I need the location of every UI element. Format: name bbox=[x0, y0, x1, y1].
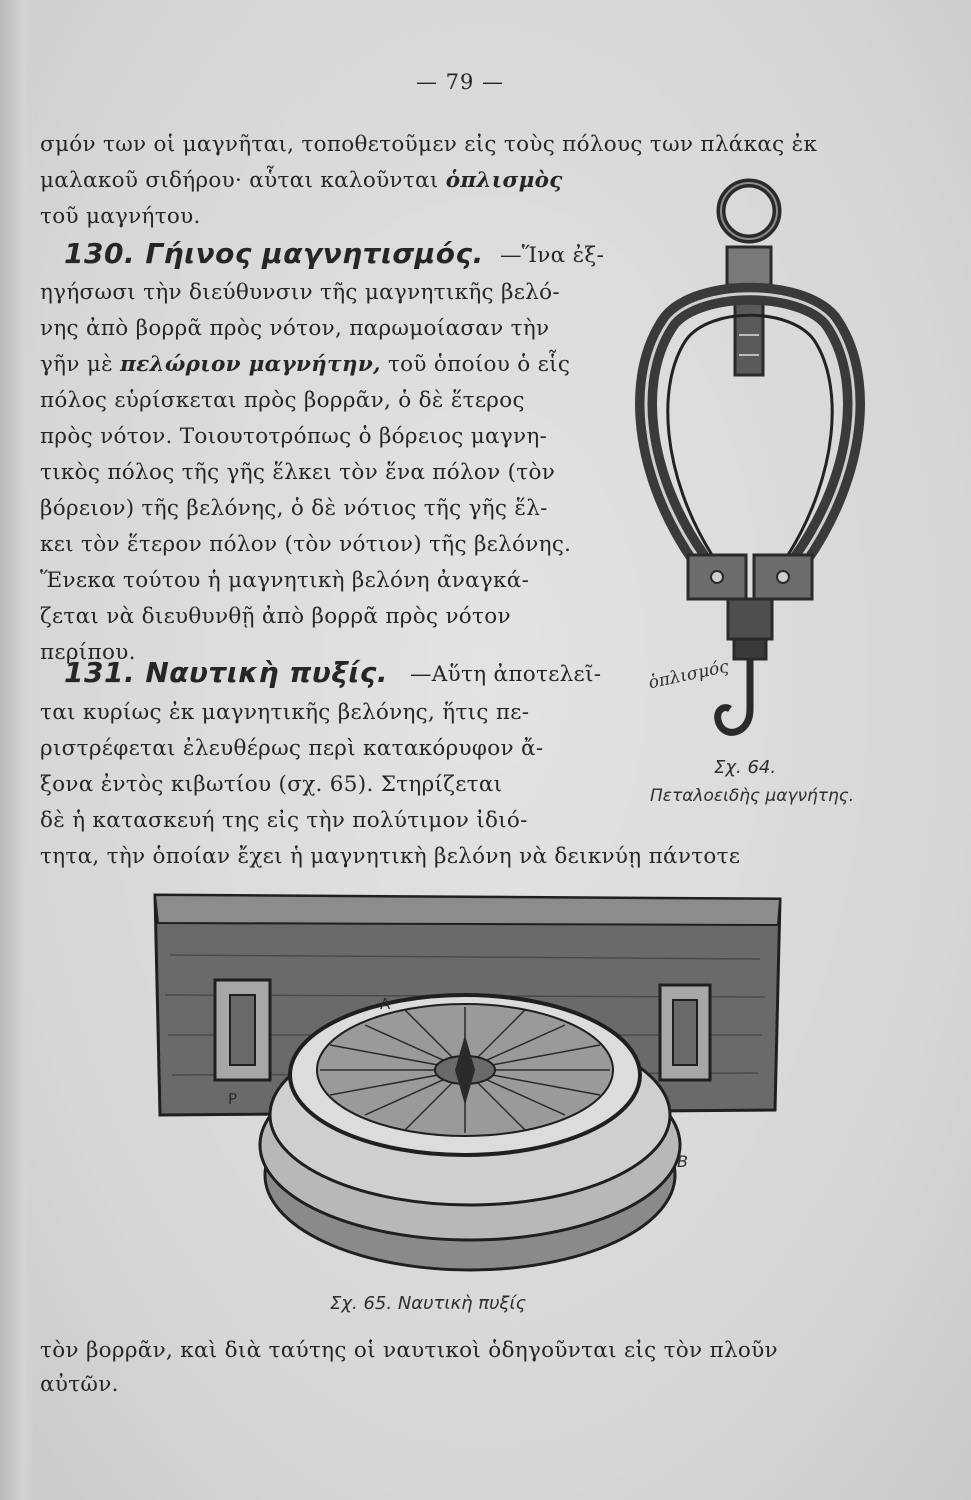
figure-64-handwritten-label: ὁπλισμός bbox=[646, 656, 731, 694]
section-131-heading: 131. Ναυτικὴ πυξίς. bbox=[64, 656, 389, 689]
text-line: ριστρέφεται ἐλευθέρως περὶ κατακόρυφον ἄ- bbox=[40, 736, 544, 761]
page-number: — 79 — bbox=[415, 70, 505, 94]
text-line: —Αὕτη ἀποτελεῖ- bbox=[410, 662, 602, 687]
text-line: ται κυρίως ἐκ μαγνητικῆς βελόνης, ἥτις πε- bbox=[40, 700, 530, 725]
text-line: πρὸς νότον. Τοιουτοτρόπως ὁ βόρειος μαγνη- bbox=[40, 424, 548, 449]
figure-65-nautical-compass bbox=[150, 885, 800, 1285]
text-line: αὐτῶν. bbox=[40, 1372, 119, 1397]
page-edge-shadow bbox=[0, 0, 34, 1500]
text-line: σμόν των οἱ μαγνῆται, τοποθετοῦμεν εἰς τοὺς πόλους των πλάκας ἐκ bbox=[40, 132, 818, 157]
text-line: κει τὸν ἕτερον πόλον (τὸν νότιον) τῆς βελόνης. bbox=[40, 532, 572, 557]
text-line: —Ἵνα ἐξ- bbox=[500, 243, 605, 268]
term-giant-magnet: πελώριον μαγνήτην, bbox=[120, 352, 381, 377]
text-line bbox=[40, 352, 570, 377]
text-line: Ἕνεκα τούτου ἡ μαγνητικὴ βελόνη ἀναγκά- bbox=[40, 568, 530, 593]
text-line: τητα, τὴν ὁποίαν ἔχει ἡ μαγνητικὴ βελόνη νὰ δεικνύῃ πάντοτε bbox=[40, 844, 741, 869]
text-line: πόλος εὑρίσκεται πρὸς βορρᾶν, ὁ δὲ ἕτερος bbox=[40, 388, 525, 413]
text-line: βόρειον) τῆς βελόνης, ὁ δὲ νότιος τῆς γῆς ἕλ- bbox=[40, 496, 548, 521]
figure-64-caption-number: Σχ. 64. bbox=[714, 757, 777, 778]
text-line: τὸν βορρᾶν, καὶ διὰ ταύτης οἱ ναυτικοὶ ὁδηγοῦνται εἰς τὸν πλοῦν bbox=[40, 1338, 778, 1363]
section-130-heading: 130. Γήινος μαγνητισμός. bbox=[64, 237, 484, 270]
text-line: τοῦ μαγνήτου. bbox=[40, 204, 201, 229]
text-line: δὲ ἡ κατασκευή της εἰς τὴν πολύτιμον ἰδιό- bbox=[40, 808, 528, 833]
text-line bbox=[40, 168, 563, 193]
text-line: νης ἀπὸ βορρᾶ πρὸς νότον, παρωμοίασαν τὴν bbox=[40, 316, 550, 341]
term-armature: ὁπλισμὸς bbox=[445, 168, 563, 193]
figure-65-caption: Σχ. 65. Ναυτικὴ πυξίς bbox=[330, 1293, 527, 1314]
text-line: τικὸς πόλος τῆς γῆς ἕλκει τὸν ἕνα πόλον (τὸν bbox=[40, 460, 556, 485]
figure-64-caption-title: Πεταλοειδὴς μαγνήτης. bbox=[650, 786, 855, 806]
figure-65-letter-a: A bbox=[380, 995, 391, 1013]
text-run: γῆν μὲ bbox=[40, 352, 121, 377]
figure-65-letter-p: P bbox=[228, 1090, 238, 1108]
figure-65-letter-b: B bbox=[677, 1152, 688, 1171]
text-line: ζεται νὰ διευθυνθῇ ἀπὸ βορρᾶ πρὸς νότον bbox=[40, 604, 511, 629]
text-line: περίπου. bbox=[40, 640, 136, 665]
text-run: μαλακοῦ σιδήρου· αὗται καλοῦνται bbox=[40, 168, 446, 193]
text-line: ξονα ἐντὸς κιβωτίου (σχ. 65). Στηρίζεται bbox=[40, 772, 503, 797]
text-run: τοῦ ὁποίου ὁ εἷς bbox=[380, 352, 571, 377]
text-line: ηγήσωσι τὴν διεύθυνσιν τῆς μαγνητικῆς βελό- bbox=[40, 280, 560, 305]
